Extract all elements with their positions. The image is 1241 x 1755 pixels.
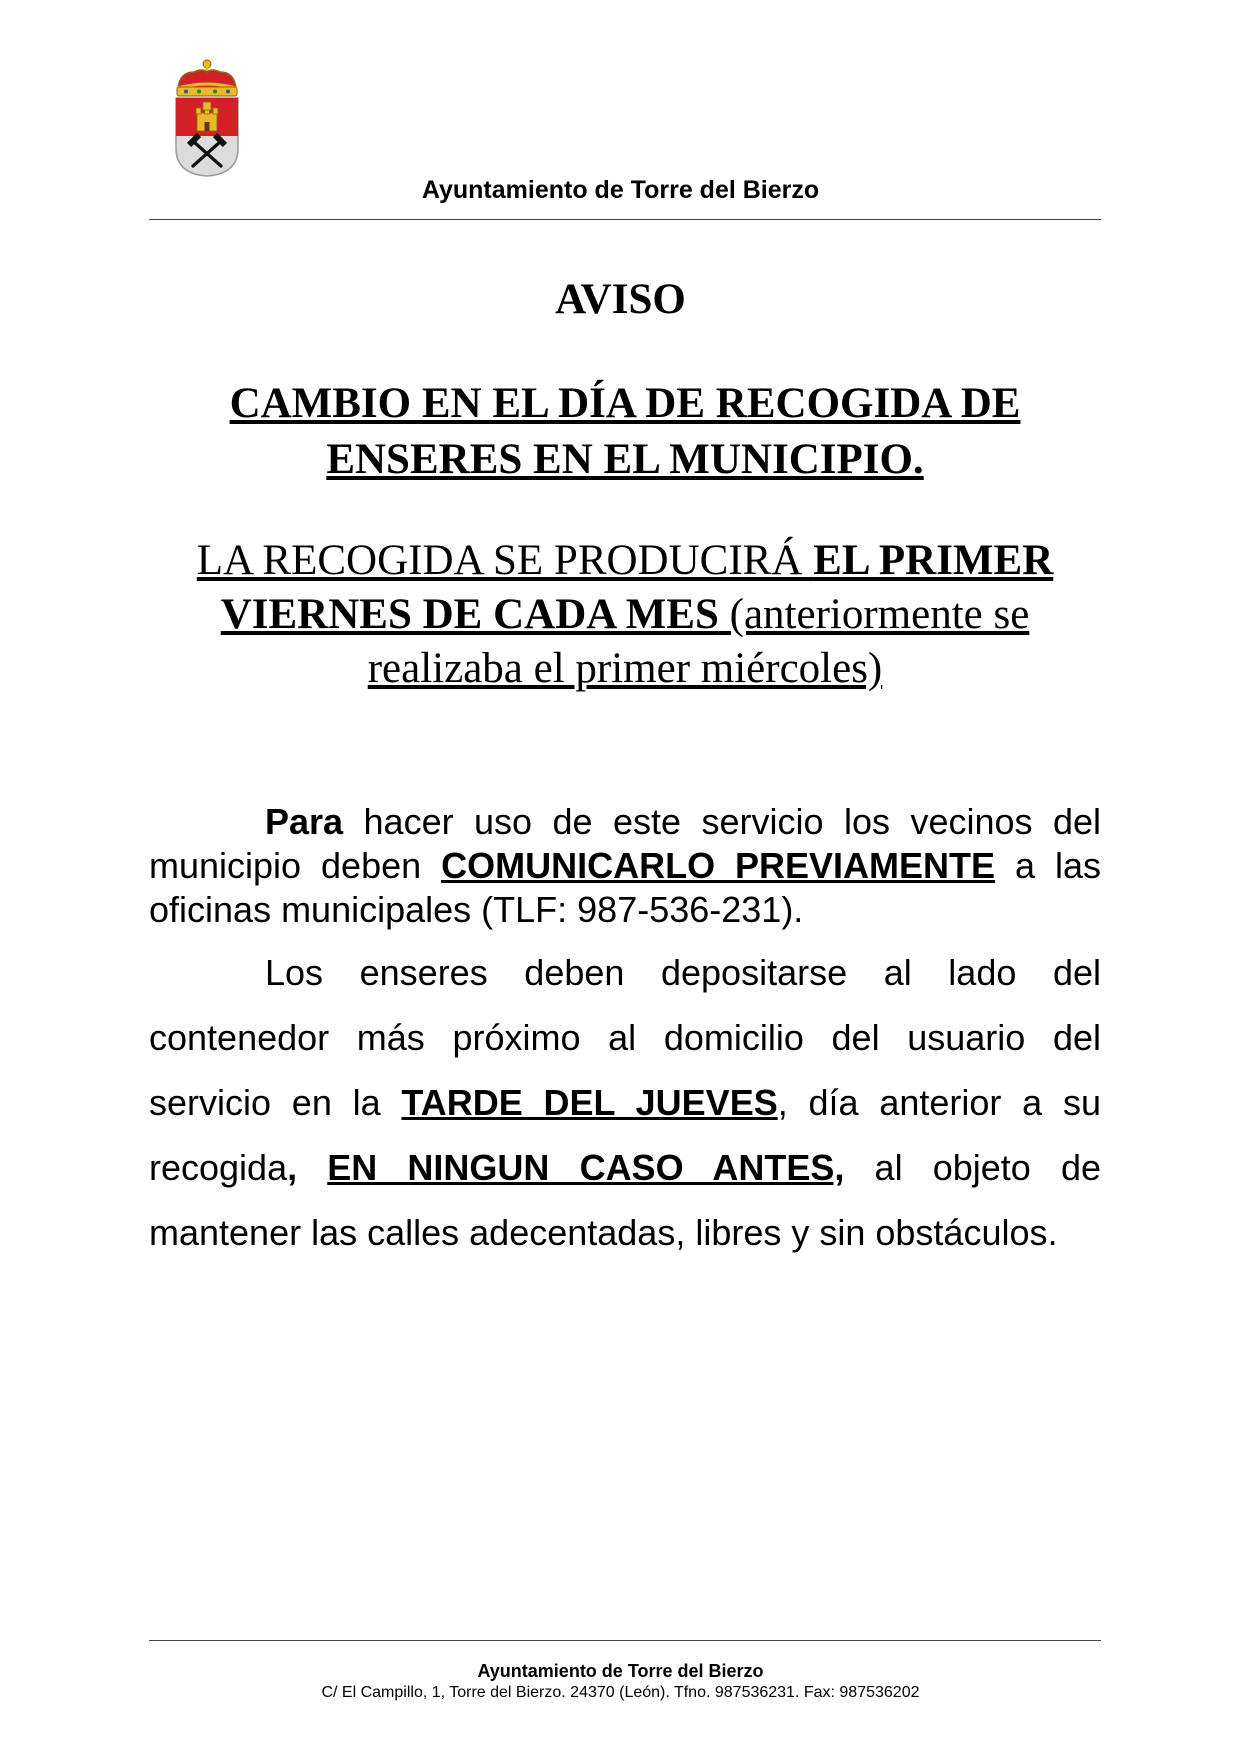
collection-notice: [150, 534, 1100, 696]
p2-text-2: , día anterior a su recogida: [149, 1082, 1101, 1188]
p1-bold-word: Para: [265, 801, 344, 842]
headline-line-2: ENSERES EN EL MUNICIPIO.: [326, 436, 924, 483]
p1-text: hacer uso de este servicio los vecinos del municipio deben: [149, 801, 1101, 886]
notice-title: AVISO: [555, 276, 686, 323]
collection-prefix: LA RECOGIDA SE PRODUCIRÁ: [196, 537, 814, 584]
footer-title: Ayuntamiento de Torre del Bierzo: [477, 1661, 764, 1681]
p2-text: Los enseres deben depositarse al lado del contenedor más próximo al domicilio del usuario del servicio en la: [149, 952, 1101, 1123]
p2-text-3: al objeto de mantener las calles adecentadas, libres y sin obstáculos.: [149, 1147, 1101, 1253]
p2-emphasis-never-before: EN NINGUN CASO ANTES,: [327, 1147, 845, 1188]
collection-previous-day: (anteriormente se realizaba el primer miércoles): [367, 591, 1030, 692]
paragraph-deposit-instructions: [149, 940, 1101, 1265]
paragraph-communication: [149, 800, 1101, 932]
coat-of-arms-logo: [172, 58, 242, 178]
headline-line-1: CAMBIO EN EL DÍA DE RECOGIDA DE: [229, 380, 1021, 427]
p1-emphasis: COMUNICARLO PREVIAMENTE: [441, 845, 996, 886]
p2-comma: ,: [287, 1147, 298, 1188]
p2-emphasis-day: TARDE DEL JUEVES: [401, 1082, 778, 1123]
header-title: Ayuntamiento de Torre del Bierzo: [421, 176, 820, 204]
shield-icon: [176, 98, 238, 176]
crown-icon: [177, 60, 237, 96]
footer-address: C/ El Campillo, 1, Torre del Bierzo. 24370 (León). Tfno. 987536231. Fax: 987536202: [321, 1684, 920, 1701]
footer-divider: [149, 1640, 1101, 1641]
notice-headline: [170, 376, 1080, 488]
header-divider: [149, 219, 1101, 220]
collection-day: EL PRIMER VIERNES DE CADA MES: [220, 537, 1054, 638]
p1-phone-text: a las oficinas municipales (TLF: 987-536-231).: [149, 845, 1102, 930]
